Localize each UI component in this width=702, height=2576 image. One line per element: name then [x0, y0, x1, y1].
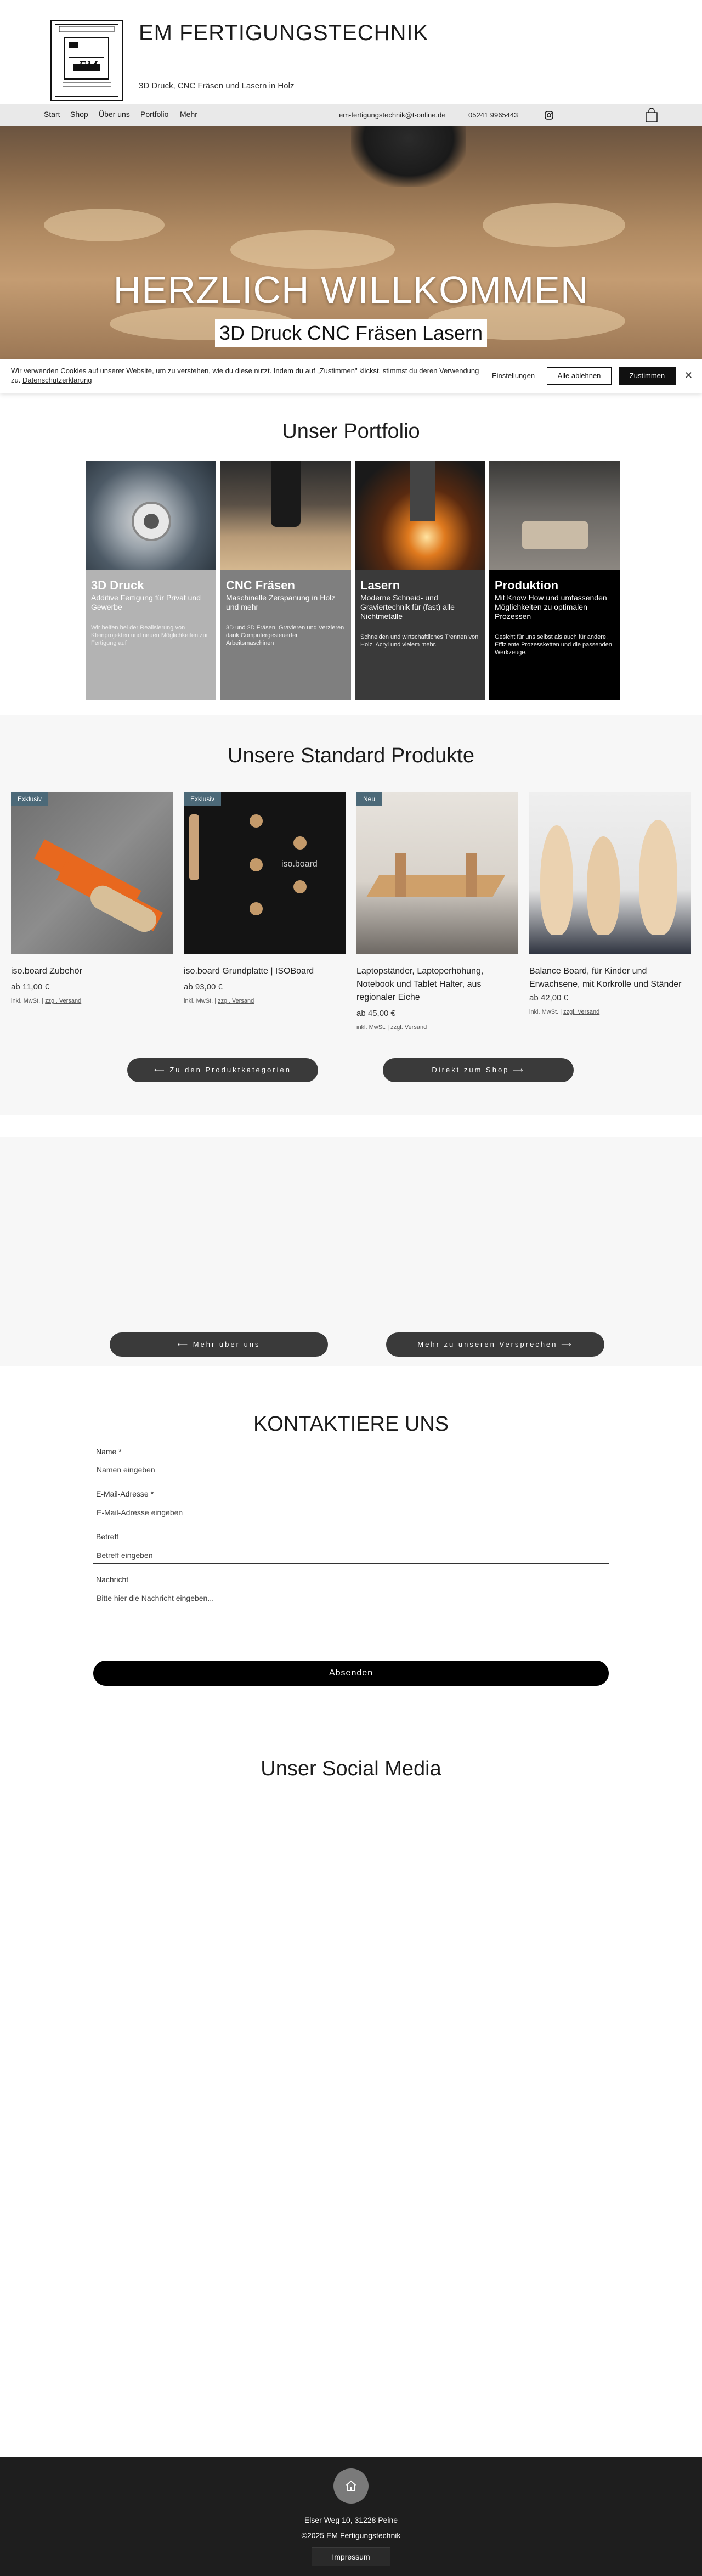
- name-field[interactable]: [93, 1461, 609, 1478]
- portfolio-card-subtitle: Moderne Schneid- und Graviertechnik für (fast) alle Nichtmetalle: [360, 593, 455, 621]
- product-badge: Exklusiv: [11, 792, 48, 806]
- product-image[interactable]: [356, 792, 518, 954]
- portfolio-card-desc: 3D und 2D Fräsen, Gravieren und Verzieren dank Computergesteuerter Arbeitsmaschinen: [226, 625, 344, 646]
- portfolio-card-body: [489, 570, 620, 700]
- shop-button[interactable]: Direkt zum Shop ⟶: [383, 1058, 574, 1082]
- product-board-graphic: [587, 836, 620, 935]
- portfolio-card-desc: Wir helfen bei der Realisierung von Kleinprojekten und neuen Möglichkeiten zur Fertigung auf: [91, 625, 208, 646]
- product-price: ab 45,00 €: [356, 1009, 395, 1018]
- product-image[interactable]: [529, 792, 691, 954]
- portfolio-card-image: [355, 461, 485, 570]
- product-badge: Exklusiv: [184, 792, 221, 806]
- products-heading: Unsere Standard Produkte: [228, 744, 474, 767]
- product-price: ab 42,00 €: [529, 993, 568, 1003]
- product-tax: inkl. MwSt. |: [11, 998, 44, 1004]
- footer-address: Elser Weg 10, 31228 Peine: [304, 2516, 398, 2524]
- product-tax-info: [11, 998, 81, 1004]
- product-stand-graphic: [395, 853, 406, 897]
- privacy-policy-link[interactable]: Datenschutzerklärung: [22, 376, 92, 384]
- product-shipping-link[interactable]: zzgl. Versand: [390, 1024, 427, 1031]
- nav-email-link[interactable]: em-fertigungstechnik@t-online.de: [339, 111, 446, 119]
- product-tax-info: [184, 998, 254, 1004]
- hero-chip: [230, 230, 395, 269]
- product-tax-info: [356, 1024, 427, 1031]
- product-hole-graphic: [250, 814, 263, 828]
- cookie-accept-button[interactable]: Zustimmen: [619, 367, 676, 385]
- portfolio-card-title: 3D Druck: [91, 578, 144, 592]
- subject-label: Betreff: [96, 1532, 118, 1541]
- nav-item-about[interactable]: Über uns: [99, 110, 130, 119]
- product-hole-graphic: [250, 902, 263, 915]
- portfolio-heading: Unser Portfolio: [282, 420, 420, 443]
- home-icon: [344, 2479, 358, 2493]
- product-categories-button[interactable]: ⟵ Zu den Produktkategorien: [127, 1058, 318, 1082]
- hero-banner: [0, 126, 702, 362]
- imprint-button[interactable]: Impressum: [312, 2547, 390, 2566]
- site-footer: [0, 2457, 702, 2576]
- product-wood-graphic: [189, 814, 199, 880]
- nav-item-start[interactable]: Start: [44, 110, 60, 119]
- product-board-graphic: [639, 820, 677, 935]
- product-tax: inkl. MwSt. |: [184, 998, 217, 1004]
- subject-field[interactable]: [93, 1546, 609, 1564]
- contact-heading: KONTAKTIERE UNS: [253, 1413, 449, 1436]
- logo-printer-icon: [57, 25, 116, 97]
- product-shipping-link[interactable]: zzgl. Versand: [45, 998, 82, 1004]
- hero-title: HERZLICH WILLKOMMEN: [113, 268, 589, 311]
- product-name[interactable]: Balance Board, für Kinder und Erwachsene, mit Korkrolle und Ständer: [529, 966, 682, 989]
- cookie-banner: [0, 359, 702, 393]
- message-field[interactable]: [93, 1589, 609, 1644]
- laser-head-graphic: [410, 461, 435, 521]
- product-hole-graphic: [293, 880, 307, 893]
- product-shipping-link[interactable]: zzgl. Versand: [218, 998, 254, 1004]
- hero-chip: [44, 209, 165, 241]
- nav-item-portfolio[interactable]: Portfolio: [140, 110, 169, 119]
- hero-subtitle: 3D Druck CNC Fräsen Lasern: [215, 319, 487, 347]
- portfolio-card-title: Lasern: [360, 578, 400, 592]
- gear-icon: [124, 494, 179, 549]
- name-label: Name *: [96, 1447, 122, 1456]
- product-shipping-link[interactable]: zzgl. Versand: [563, 1009, 600, 1015]
- hero-chip: [483, 203, 625, 247]
- product-badge: Neu: [356, 792, 382, 806]
- portfolio-card-image: [86, 461, 216, 570]
- portfolio-card-desc: Schneiden und wirtschaftliches Trennen von Holz, Acryl und vielem mehr.: [360, 634, 479, 648]
- email-field[interactable]: [93, 1504, 609, 1521]
- portfolio-card-subtitle: Mit Know How und umfassenden Möglichkeiten zu optimalen Prozessen: [495, 593, 607, 621]
- site-logo[interactable]: [50, 20, 123, 101]
- product-stand-graphic: [366, 875, 505, 897]
- cookie-text-wrap: [11, 366, 483, 385]
- product-price: ab 93,00 €: [184, 982, 223, 992]
- message-label: Nachricht: [96, 1575, 129, 1584]
- cookie-settings-link[interactable]: Einstellungen: [492, 372, 535, 380]
- cookie-decline-button[interactable]: Alle ablehnen: [547, 367, 612, 385]
- portfolio-card-production[interactable]: [489, 461, 620, 700]
- product-tax-info: [529, 1009, 599, 1015]
- portfolio-card-cnc[interactable]: [220, 461, 351, 700]
- product-stand-graphic: [466, 853, 477, 897]
- nav-phone-link[interactable]: 05241 9965443: [468, 111, 518, 119]
- product-name[interactable]: iso.board Grundplatte | ISOBoard: [184, 966, 314, 976]
- site-subtitle: 3D Druck, CNC Fräsen und Lasern in Holz: [139, 81, 295, 91]
- product-board-graphic: [540, 825, 573, 935]
- cookie-text: Wir verwenden Cookies auf unserer Website, um zu verstehen, wie du diese nutzt. Indem du auf „Zustimmen" klickst, stimmst du deren Verwendung zu.: [11, 367, 479, 384]
- nav-item-shop[interactable]: Shop: [70, 110, 88, 119]
- portfolio-card-body: [220, 570, 351, 700]
- product-image[interactable]: [184, 792, 346, 954]
- instagram-icon[interactable]: [545, 111, 553, 120]
- svg-text:EM: EM: [78, 59, 98, 74]
- production-part-graphic: [522, 521, 588, 549]
- cnc-spindle-graphic: [271, 461, 301, 527]
- product-name[interactable]: iso.board Zubehör: [11, 966, 82, 976]
- home-button[interactable]: [333, 2468, 369, 2504]
- about-us-button[interactable]: ⟵ Mehr über uns: [110, 1332, 328, 1357]
- portfolio-card-body: [86, 570, 216, 700]
- footer-copyright: ©2025 EM Fertigungstechnik: [301, 2531, 401, 2540]
- product-price: ab 11,00 €: [11, 982, 49, 992]
- social-heading: Unser Social Media: [261, 1757, 441, 1780]
- main-navigation: [0, 104, 702, 126]
- product-image[interactable]: [11, 792, 173, 954]
- hero-subtitle-wrap: [0, 319, 702, 347]
- product-board-label: iso.board: [281, 859, 318, 869]
- product-name[interactable]: Laptopständer, Laptoperhöhung, Notebook und Tablet Halter, aus regionaler Eiche: [356, 966, 484, 1002]
- portfolio-card-image: [489, 461, 620, 570]
- email-label: E-Mail-Adresse *: [96, 1489, 154, 1498]
- portfolio-card-desc: Gesicht für uns selbst als auch für andere. Effiziente Prozessketten und die passenden Werkzeuge.: [495, 634, 612, 656]
- portfolio-card-body: [355, 570, 485, 700]
- about-section: [0, 1137, 702, 1366]
- cart-icon[interactable]: [645, 108, 658, 123]
- product-tax: inkl. MwSt. |: [356, 1024, 389, 1031]
- portfolio-card-3d-print[interactable]: [86, 461, 216, 700]
- close-icon[interactable]: ✕: [684, 370, 693, 381]
- nav-item-more[interactable]: Mehr: [180, 110, 197, 119]
- portfolio-card-laser[interactable]: [355, 461, 485, 700]
- portfolio-card-image: [220, 461, 351, 570]
- promise-button[interactable]: Mehr zu unseren Versprechen ⟶: [386, 1332, 604, 1357]
- product-hole-graphic: [293, 836, 307, 850]
- site-header: [0, 0, 702, 104]
- portfolio-card-subtitle: Additive Fertigung für Privat und Gewerbe: [91, 593, 201, 611]
- hero-drill-graphic: [351, 126, 466, 187]
- site-title[interactable]: EM FERTIGUNGSTECHNIK: [139, 21, 429, 45]
- product-tax: inkl. MwSt. |: [529, 1009, 562, 1015]
- portfolio-card-subtitle: Maschinelle Zerspanung in Holz und mehr: [226, 593, 336, 611]
- portfolio-card-title: Produktion: [495, 578, 559, 592]
- products-section: [0, 715, 702, 1115]
- submit-button[interactable]: Absenden: [93, 1661, 609, 1686]
- product-hole-graphic: [250, 858, 263, 871]
- portfolio-card-title: CNC Fräsen: [226, 578, 295, 592]
